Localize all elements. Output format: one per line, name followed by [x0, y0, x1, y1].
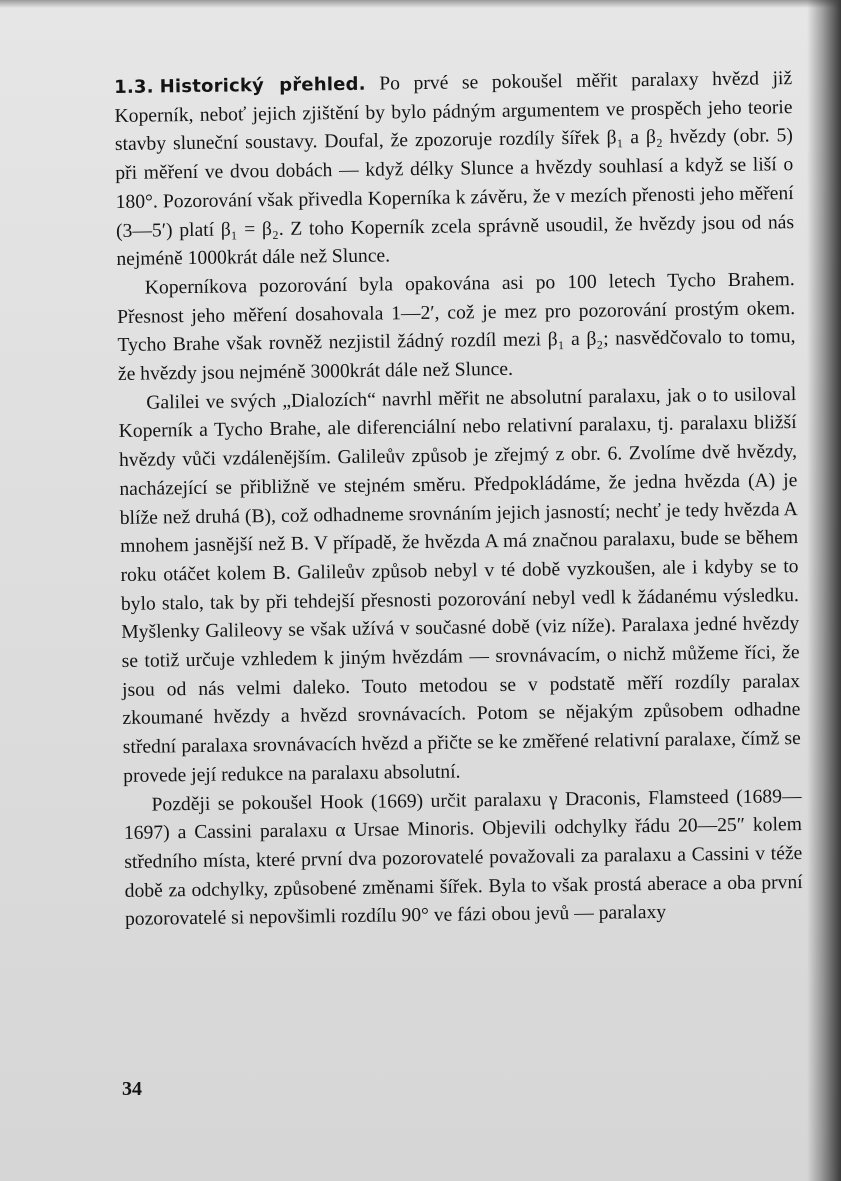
page-gutter-shadow — [807, 0, 841, 1181]
paragraph-2: Koperníkova pozorování byla opakována asi po 100 letech Tycho Brahem. Přesnost jeho měření dosahovala 1—2′, což je mez pro pozorování prostým okem. Tycho Brahe však rovněž nezjistil žádný rozdíl mezi β₁ a β₂; nasvědčovalo to tomu, že hvězdy jsou nejméně 3000krát dále než Slunce. — [117, 269, 796, 386]
section-number: 1.3. — [114, 76, 154, 98]
page-number: 34 — [122, 1078, 142, 1100]
paragraph-1 — [114, 65, 795, 275]
paragraph-4: Později se pokoušel Hook (1669) určit paralaxu γ Draconis, Flamsteed (1689—1697) a Cassini paralaxu α Ursae Minoris. Objevili odchylky řádu 20—25″ kolem středního místa, které první dva pozorovatelé považovali za paralaxu a Cassini v téže době za odchylky, způsobené změnami šířek. Byla to však prostá aberace a oba první pozorovatelé si nepovšimli rozdílu 90° ve fázi obou jevů — paralaxy — [123, 785, 803, 931]
paragraph-3: Galilei ve svých „Dialozích“ navrhl měřit ne absolutní paralaxu, jak o to usiloval Koperník a Tycho Brahe, ale diferenciální nebo relativní paralaxu, tj. paralaxu bližší hvězdy vůči vzdálenějším. Galileův způsob je zřejmý z obr. 6. Zvolíme dvě hvězdy, nacházející se přibližně ve stejném směru. Předpokládáme, že jedna hvězda (A) je blíže než druhá (B), což odhadneme srovnáním jejich jasností; nechť je tedy hvězda A mnohem jasnější než B. V případě, že hvězda A má značnou paralaxu, bude se během roku otáčet kolem B. Galileův způsob nebyl v té době vyzkoušen, ale i kdyby se to bylo stalo, tak by při tehdejší přesnosti pozorování nebyl vedl k žádanému výsledku. Myšlenky Galileovy se však užívá v současné době (viz níže). Paralaxa jedné hvězdy se totiž určuje vzhledem k jiným hvězdám — srovnávacím, o nichž můžeme říci, že jsou od nás velmi daleko. Touto metodou se v podstatě měří rozdíly paralax zkoumané hvězdy a hvězd srovnávacích. Potom se nějakým způsobem odhadne střední paralaxa srovnávacích hvězd a přičte se ke změřené relativní paralaxe, čímž se provede její redukce na paralaxu absolutní. — [118, 383, 801, 787]
text-block — [114, 65, 803, 935]
section-title: Historický přehled. — [159, 73, 366, 98]
section-heading — [114, 74, 366, 98]
page-top-shadow — [0, 0, 841, 8]
paragraph-1-text: Po prvé se pokoušel měřit paralaxy hvězd již Koperník, neboť jejich zjištění by bylo pádným argumentem ve prospěch jeho teorie stavby sluneční soustavy. Doufal, že zpozoruje rozdíly šířek β₁ a β₂ hvězdy (obr. 5) při měření ve dvou dobách — když délky Slunce a hvězdy souhlasí a když se liší o 180°. Pozorování však přivedla Koperníka k závěru, že v mezích přenosti jeho měření (3—5′) platí β₁ = β₂. Z toho Koperník zcela správně usoudil, že hvězdy jsou od nás nejméně 1000krát dále než Slunce. — [114, 68, 795, 271]
